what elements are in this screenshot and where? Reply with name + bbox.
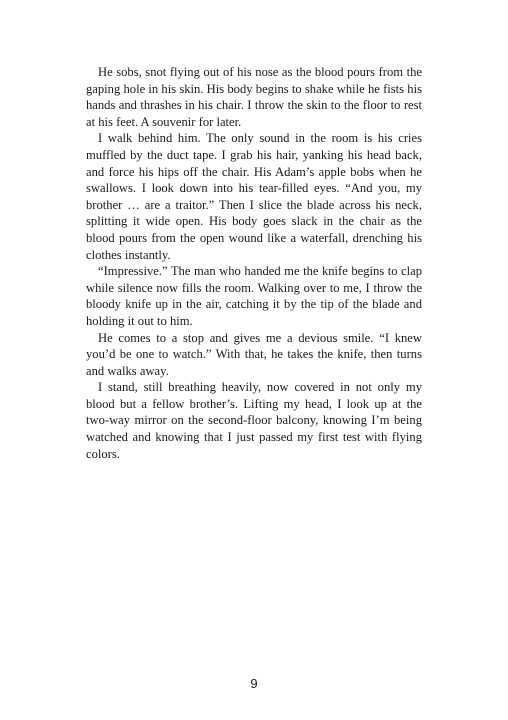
paragraph-1: He sobs, snot flying out of his nose as the blood pours from the gaping hole in his skin. His body begins to shake while he fists his hands and thrashes in his chair. I throw the skin to the floor to rest at his feet. A souvenir for later.: [86, 65, 422, 129]
body-text: [86, 64, 422, 462]
paragraph-5: I stand, still breathing heavily, now covered in not only my blood but a fellow brother’s. Lifting my head, I look up at the two-way mirror on the second-floor balcony, knowing I’m being watched and knowing that I just passed my first test with flying colors.: [86, 380, 422, 461]
paragraph-4: He comes to a stop and gives me a devious smile. “I knew you’d be one to watch.” With that, he takes the knife, then turns and walks away.: [86, 330, 422, 378]
page-number: 9: [250, 676, 258, 691]
paragraph-3: “Impressive.” The man who handed me the knife begins to clap while silence now fills the room. Walking over to me, I throw the bloody knife up in the air, catching it by the tip of the blade and holding it out to him.: [86, 264, 422, 328]
paragraph-2: I walk behind him. The only sound in the room is his cries muffled by the duct tape. I grab his hair, yanking his head back, and force his hips off the chair. His Adam’s apple bobs when he swallows. I look down into his tear-filled eyes. “And you, my brother … are a traitor.” Then I slice the blade across his neck, splitting it wide open. His body goes slack in the chair as the blood pours from the open wound like a waterfall, drenching his clothes instantly.: [86, 131, 422, 262]
